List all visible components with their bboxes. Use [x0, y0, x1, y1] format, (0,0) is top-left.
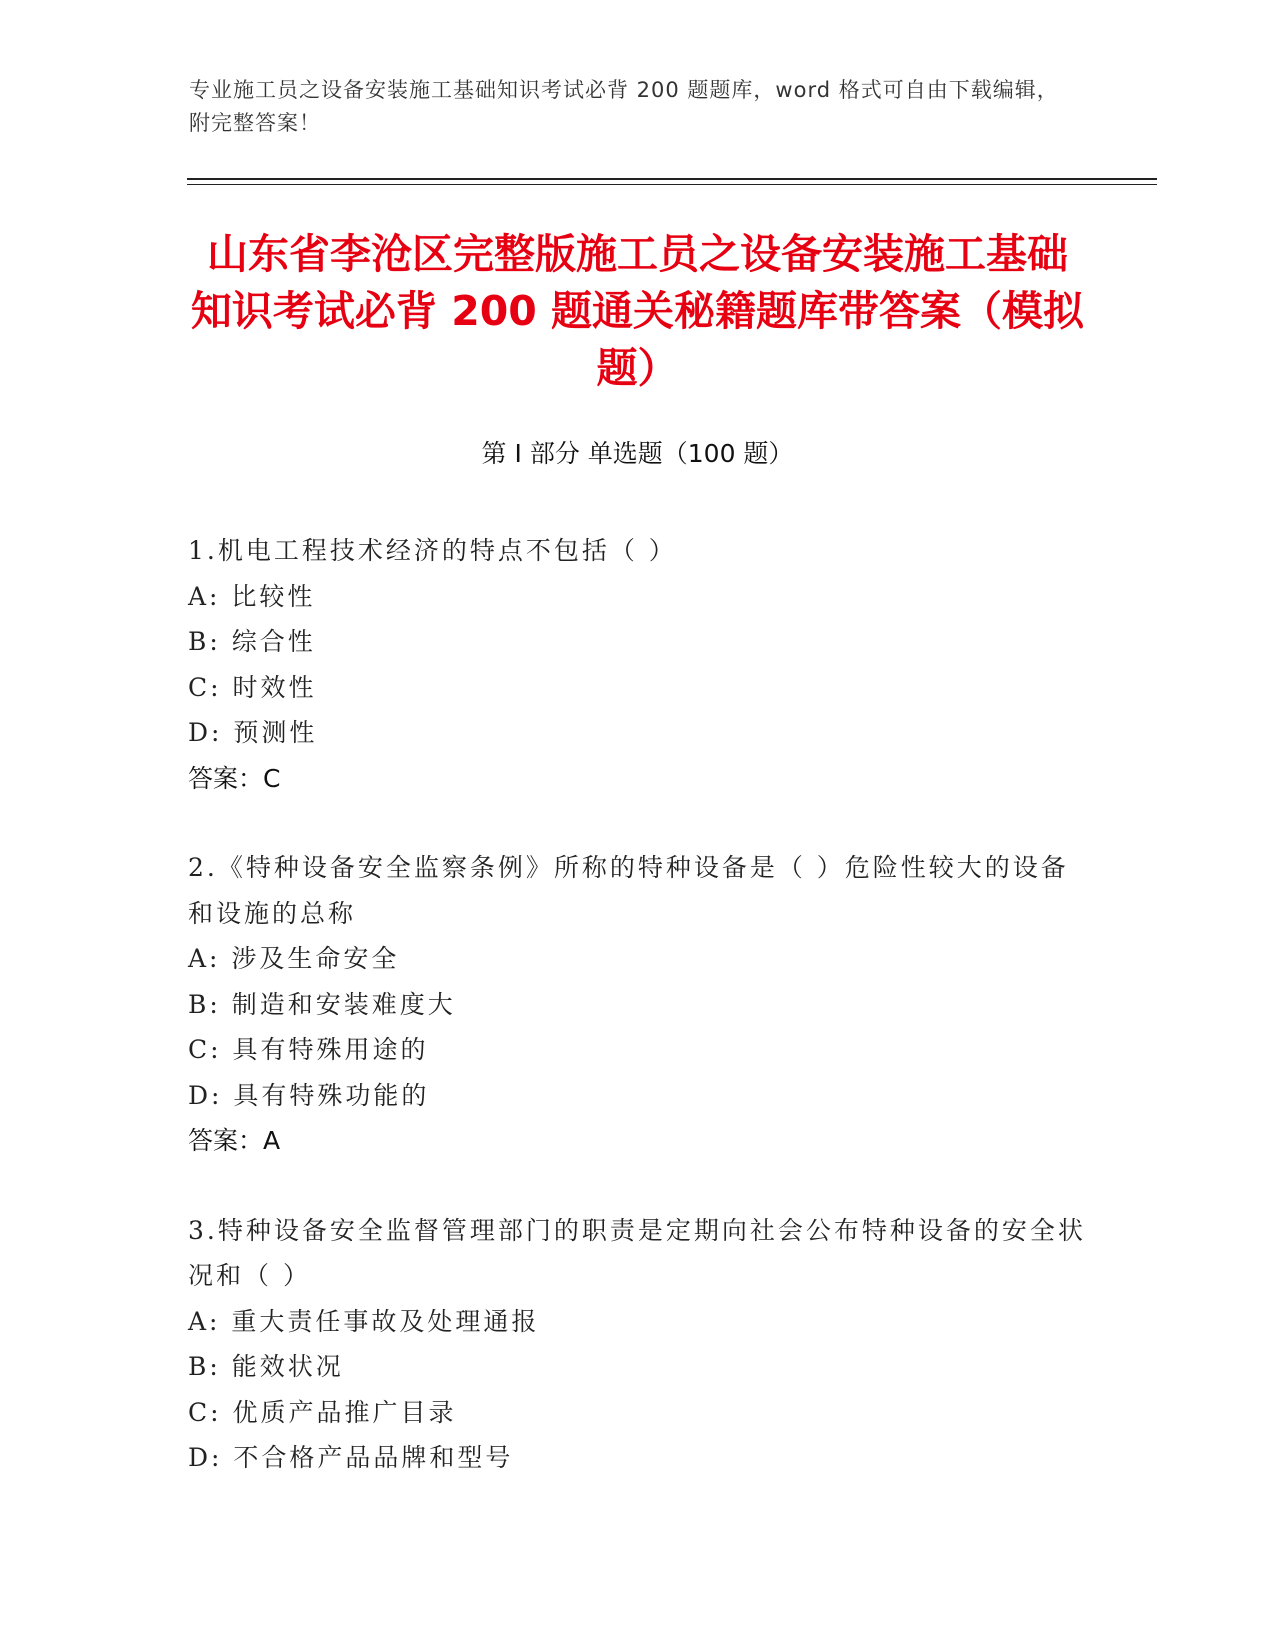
- answer: 答案：A: [188, 1126, 281, 1155]
- header-rule-thin: [187, 184, 1157, 185]
- option-a: A: 涉及生命安全: [188, 944, 400, 973]
- option-d: D: 具有特殊功能的: [188, 1080, 430, 1110]
- option-c: C: 优质产品推广目录: [188, 1397, 457, 1427]
- option-d: D: 不合格产品品牌和型号: [188, 1443, 514, 1472]
- question-3: [188, 1208, 1088, 1481]
- question-2: [188, 845, 1088, 1164]
- header-note: 专业施工员之设备安装施工基础知识考试必背 200 题题库，word 格式可自由下载编辑，附完整答案！: [189, 78, 1059, 135]
- section-title: 第 I 部分 单选题（100 题）: [481, 439, 794, 468]
- question-list: [188, 528, 1088, 1525]
- option-b: B: 综合性: [188, 627, 316, 656]
- document-title: 山东省李沧区完整版施工员之设备安装施工基础知识考试必背 200 题通关秘籍题库带答案（模拟题）: [190, 230, 1085, 392]
- answer: 答案：C: [188, 763, 281, 793]
- question-stem: 3.特种设备安全监督管理部门的职责是定期向社会公布特种设备的安全状况和（ ）: [188, 1215, 1086, 1290]
- option-c: C: 时效性: [188, 672, 317, 702]
- question-1: [188, 528, 1088, 801]
- option-c: C: 具有特殊用途的: [188, 1035, 429, 1064]
- header-rule-thick: [187, 178, 1157, 180]
- question-stem: 2.《特种设备安全监察条例》所称的特种设备是（ ）危险性较大的设备和设施的总称: [188, 853, 1069, 928]
- option-b: B: 制造和安装难度大: [188, 989, 456, 1019]
- option-b: B: 能效状况: [188, 1352, 344, 1381]
- option-a: A: 比较性: [188, 581, 316, 611]
- question-stem: 1.机电工程技术经济的特点不包括（ ）: [188, 536, 677, 565]
- option-d: D: 预测性: [188, 718, 318, 747]
- option-a: A: 重大责任事故及处理通报: [188, 1306, 540, 1336]
